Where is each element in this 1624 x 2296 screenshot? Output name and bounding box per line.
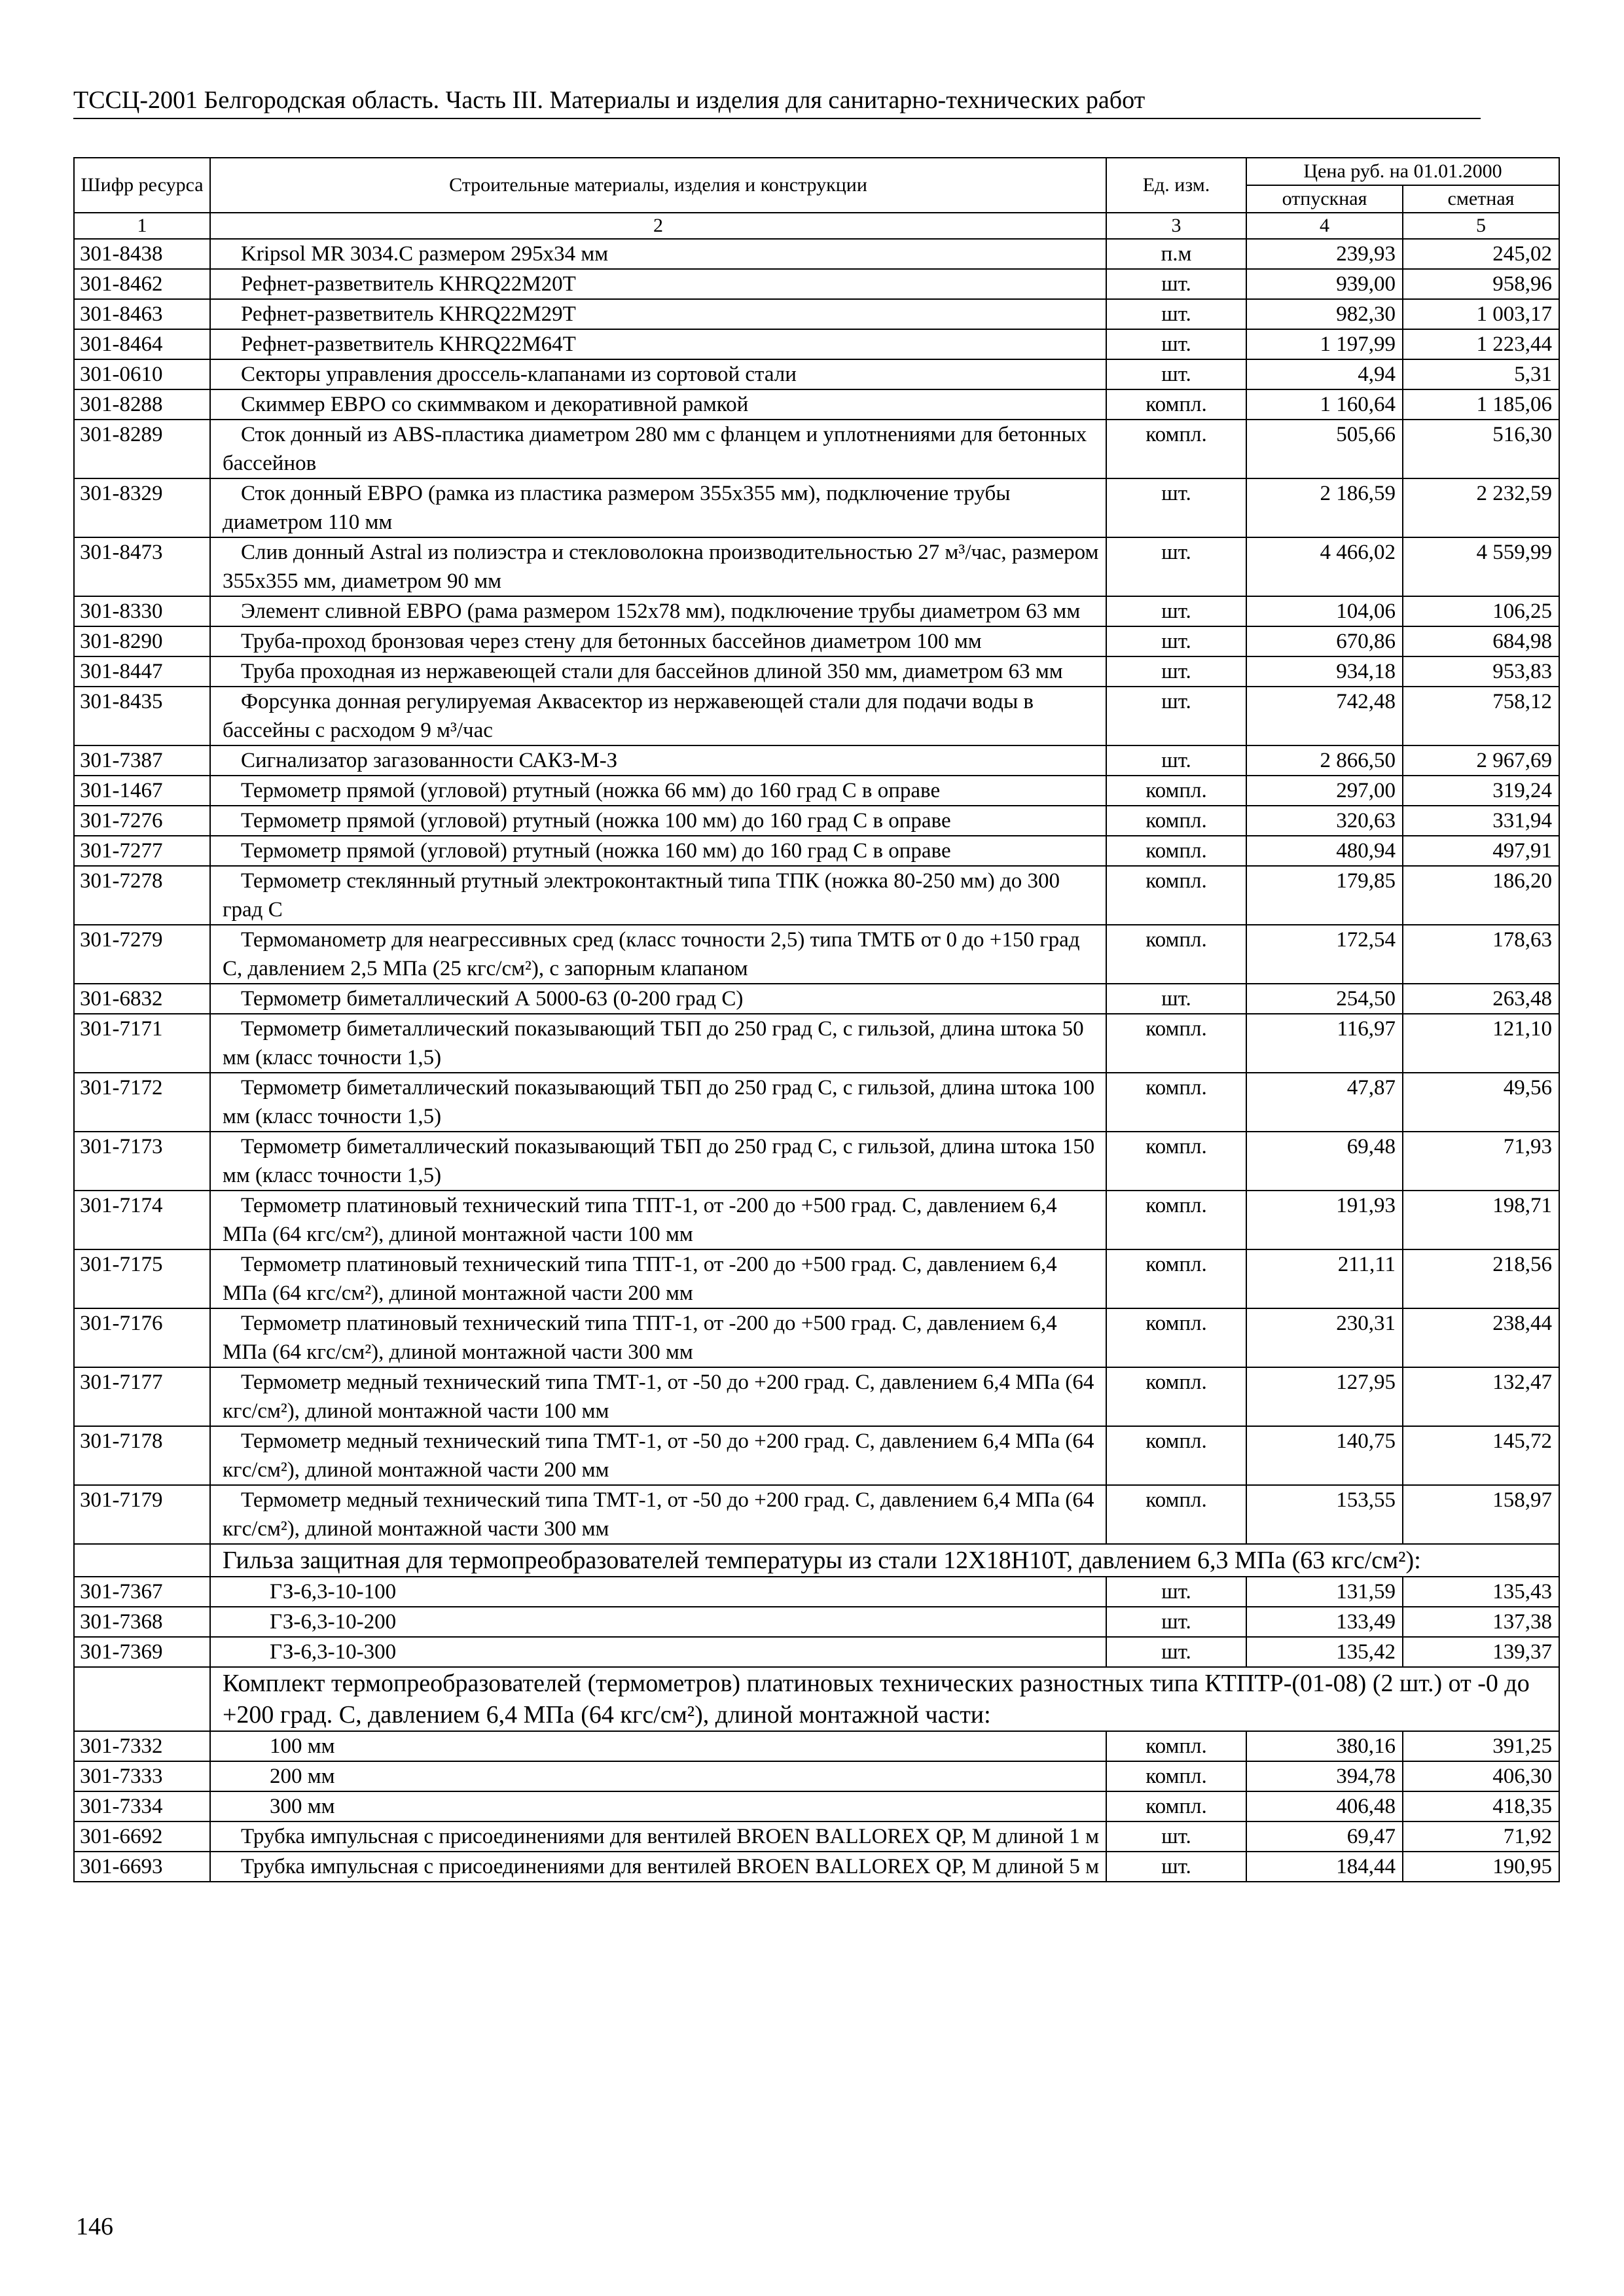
- estimate-price: 145,72: [1403, 1426, 1559, 1485]
- unit-cell: п.м: [1106, 239, 1246, 269]
- resource-code: 301-8462: [74, 269, 210, 299]
- release-price: 135,42: [1246, 1637, 1403, 1667]
- resource-code: 301-6693: [74, 1852, 210, 1882]
- resource-code: 301-7277: [74, 836, 210, 866]
- table-row: [74, 389, 1559, 420]
- table-row: [74, 1249, 1559, 1308]
- item-name-text: Трубка импульсная с присоединениями для вентилей BROEN BALLOREX QP, М длиной 5 м: [241, 1855, 1099, 1878]
- item-name: [210, 1014, 1106, 1073]
- release-price: 1 197,99: [1246, 329, 1403, 359]
- item-name: [210, 420, 1106, 478]
- item-name: [210, 359, 1106, 389]
- item-name-text: Труба-проход бронзовая через стену для бетонных бассейнов диаметром 100 мм: [241, 630, 982, 653]
- resource-code: 301-8329: [74, 478, 210, 537]
- release-price: 184,44: [1246, 1852, 1403, 1882]
- item-name-text: Термометр медный технический типа ТМТ-1, от -50 до +200 град. С, давлением 6,4 МПа (64 кгс/см²), длиной монтажной части 200 мм: [223, 1429, 1094, 1482]
- resource-code: 301-8290: [74, 626, 210, 656]
- unit-cell: компл.: [1106, 1731, 1246, 1761]
- estimate-price: 5,31: [1403, 359, 1559, 389]
- unit-cell: шт.: [1106, 1577, 1246, 1607]
- table-row: [74, 478, 1559, 537]
- table-row: [74, 1731, 1559, 1761]
- estimate-price: 137,38: [1403, 1607, 1559, 1637]
- table-row: [74, 806, 1559, 836]
- resource-code: 301-8463: [74, 299, 210, 329]
- release-price: 742,48: [1246, 687, 1403, 745]
- release-price: 172,54: [1246, 925, 1403, 984]
- group-code-cell: [74, 1667, 210, 1731]
- estimate-price: 758,12: [1403, 687, 1559, 745]
- estimate-price: 49,56: [1403, 1073, 1559, 1132]
- estimate-price: 186,20: [1403, 866, 1559, 925]
- table-header: [74, 158, 1559, 239]
- estimate-price: 135,43: [1403, 1577, 1559, 1607]
- estimate-price: 106,25: [1403, 596, 1559, 626]
- unit-cell: шт.: [1106, 329, 1246, 359]
- item-name: [210, 478, 1106, 537]
- group-title: Комплект термопреобразователей (термометров) платиновых технических разностных типа КТПТР-(01-08) (2 шт.) от -0 до +200 град. С, давлением 6,4 МПа (64 кгс/см²), длиной монтажной части:: [210, 1667, 1559, 1731]
- release-price: 380,16: [1246, 1731, 1403, 1761]
- item-name: [210, 1249, 1106, 1308]
- unit-cell: компл.: [1106, 1308, 1246, 1367]
- resource-code: 301-8473: [74, 537, 210, 596]
- resource-code: 301-7368: [74, 1607, 210, 1637]
- column-number: 4: [1246, 213, 1403, 239]
- resource-code: 301-6832: [74, 984, 210, 1014]
- column-number: 2: [210, 213, 1106, 239]
- release-price: 2 186,59: [1246, 478, 1403, 537]
- header-price: Цена руб. на 01.01.2000: [1246, 158, 1559, 185]
- estimate-price: 132,47: [1403, 1367, 1559, 1426]
- unit-cell: шт.: [1106, 1637, 1246, 1667]
- unit-cell: шт.: [1106, 478, 1246, 537]
- table-row: [74, 626, 1559, 656]
- resource-code: 301-7334: [74, 1791, 210, 1821]
- item-name: ГЗ-6,3-10-100: [210, 1577, 1106, 1607]
- release-price: 505,66: [1246, 420, 1403, 478]
- table-row: [74, 1821, 1559, 1852]
- item-name-text: Термометр платиновый технический типа ТПТ-1, от -200 до +500 град. С, давлением 6,4 МПа (64 кгс/см²), длиной монтажной части 100 мм: [223, 1194, 1057, 1246]
- unit-cell: шт.: [1106, 626, 1246, 656]
- group-title: Гильза защитная для термопреобразователей температуры из стали 12Х18Н10Т, давлением 6,3 МПа (63 кгс/см²):: [210, 1544, 1559, 1577]
- item-name-text: Термометр биметаллический показывающий ТБП до 250 град С, с гильзой, длина штока 150 мм (класс точности 1,5): [223, 1135, 1095, 1187]
- release-price: 131,59: [1246, 1577, 1403, 1607]
- resource-code: 301-1467: [74, 776, 210, 806]
- column-number: 1: [74, 213, 210, 239]
- item-name-text: Сток донный из ABS-пластика диаметром 280 мм с фланцем и уплотнениями для бетонных бассейнов: [223, 423, 1087, 475]
- estimate-price: 1 185,06: [1403, 389, 1559, 420]
- item-name: [210, 1073, 1106, 1132]
- resource-code: 301-7179: [74, 1485, 210, 1544]
- estimate-price: 238,44: [1403, 1308, 1559, 1367]
- page-number: 146: [76, 2213, 113, 2240]
- table-row: [74, 866, 1559, 925]
- item-name-text: Рефнет-разветвитель KHRQ22M20T: [241, 272, 576, 296]
- resource-code: 301-7174: [74, 1191, 210, 1249]
- header-unit: Ед. изм.: [1106, 158, 1246, 213]
- resource-code: 301-7279: [74, 925, 210, 984]
- unit-cell: компл.: [1106, 925, 1246, 984]
- item-name-text: Термометр биметаллический показывающий ТБП до 250 град С, с гильзой, длина штока 50 мм (класс точности 1,5): [223, 1017, 1084, 1069]
- item-name: [210, 836, 1106, 866]
- resource-code: 301-8288: [74, 389, 210, 420]
- item-name-text: Термоманометр для неагрессивных сред (класс точности 2,5) типа ТМТБ от 0 до +150 град С, давлением 2,5 МПа (25 кгс/см²), с запорным клапаном: [223, 928, 1080, 980]
- table-row: [74, 537, 1559, 596]
- item-name: ГЗ-6,3-10-300: [210, 1637, 1106, 1667]
- item-name: 300 мм: [210, 1791, 1106, 1821]
- unit-cell: компл.: [1106, 1014, 1246, 1073]
- table-row: [74, 1132, 1559, 1191]
- estimate-price: 516,30: [1403, 420, 1559, 478]
- estimate-price: 2 967,69: [1403, 745, 1559, 776]
- release-price: 254,50: [1246, 984, 1403, 1014]
- item-name: [210, 1191, 1106, 1249]
- release-price: 939,00: [1246, 269, 1403, 299]
- item-name: [210, 537, 1106, 596]
- table-row: [74, 925, 1559, 984]
- table-row: [74, 984, 1559, 1014]
- item-name: 200 мм: [210, 1761, 1106, 1791]
- estimate-price: 953,83: [1403, 656, 1559, 687]
- resource-code: 301-7333: [74, 1761, 210, 1791]
- resource-code: 301-7172: [74, 1073, 210, 1132]
- item-name: [210, 1821, 1106, 1852]
- resource-code: 301-7278: [74, 866, 210, 925]
- unit-cell: компл.: [1106, 1761, 1246, 1791]
- item-name-text: Слив донный Astral из полиэстра и стекловолокна производительностью 27 м³/час, размером 355х355 мм, диаметром 90 мм: [223, 541, 1099, 593]
- item-name-text: Термометр прямой (угловой) ртутный (ножка 100 мм) до 160 град С в оправе: [241, 809, 951, 833]
- release-price: 4,94: [1246, 359, 1403, 389]
- resource-code: 301-7332: [74, 1731, 210, 1761]
- item-name-text: Сигнализатор загазованности САКЗ-М-З: [241, 749, 618, 772]
- item-name-text: Термометр прямой (угловой) ртутный (ножка 160 мм) до 160 град С в оправе: [241, 839, 951, 863]
- item-name-text: Скиммер ЕВРО со скиммваком и декоративной рамкой: [241, 393, 749, 416]
- item-name: [210, 984, 1106, 1014]
- release-price: 47,87: [1246, 1073, 1403, 1132]
- table-row: [74, 596, 1559, 626]
- release-price: 982,30: [1246, 299, 1403, 329]
- estimate-price: 418,35: [1403, 1791, 1559, 1821]
- group-code-cell: [74, 1544, 210, 1577]
- unit-cell: шт.: [1106, 596, 1246, 626]
- item-name-text: Форсунка донная регулируемая Аквасектор из нержавеющей стали для подачи воды в бассейны с расходом 9 м³/час: [223, 690, 1034, 742]
- unit-cell: компл.: [1106, 1191, 1246, 1249]
- header-release-price: отпускная: [1246, 185, 1403, 213]
- unit-cell: шт.: [1106, 299, 1246, 329]
- item-name: [210, 1485, 1106, 1544]
- table-row: [74, 1367, 1559, 1426]
- estimate-price: 71,92: [1403, 1821, 1559, 1852]
- release-price: 153,55: [1246, 1485, 1403, 1544]
- table-row: [74, 1191, 1559, 1249]
- estimate-price: 4 559,99: [1403, 537, 1559, 596]
- item-name: [210, 329, 1106, 359]
- release-price: 670,86: [1246, 626, 1403, 656]
- release-price: 179,85: [1246, 866, 1403, 925]
- table-row: [74, 1426, 1559, 1485]
- release-price: 191,93: [1246, 1191, 1403, 1249]
- unit-cell: компл.: [1106, 1426, 1246, 1485]
- estimate-price: 121,10: [1403, 1014, 1559, 1073]
- table-row: [74, 656, 1559, 687]
- table-row: [74, 1637, 1559, 1667]
- item-name: [210, 1132, 1106, 1191]
- price-table-container: [73, 157, 1553, 1882]
- unit-cell: шт.: [1106, 1607, 1246, 1637]
- header-code: Шифр ресурса: [74, 158, 210, 213]
- table-row: [74, 1485, 1559, 1544]
- estimate-price: 178,63: [1403, 925, 1559, 984]
- unit-cell: компл.: [1106, 1073, 1246, 1132]
- unit-cell: компл.: [1106, 1132, 1246, 1191]
- resource-code: 301-8330: [74, 596, 210, 626]
- release-price: 394,78: [1246, 1761, 1403, 1791]
- resource-code: 301-6692: [74, 1821, 210, 1852]
- unit-cell: компл.: [1106, 1367, 1246, 1426]
- table-row: [74, 1073, 1559, 1132]
- estimate-price: 1 003,17: [1403, 299, 1559, 329]
- table-row: [74, 776, 1559, 806]
- item-name-text: Рефнет-разветвитель KHRQ22M29T: [241, 302, 576, 326]
- table-row: [74, 1852, 1559, 1882]
- resource-code: 301-0610: [74, 359, 210, 389]
- item-name-text: Секторы управления дроссель-клапанами из сортовой стали: [241, 363, 797, 386]
- item-name-text: Термометр медный технический типа ТМТ-1, от -50 до +200 град. С, давлением 6,4 МПа (64 кгс/см²), длиной монтажной части 100 мм: [223, 1371, 1094, 1423]
- column-number: 5: [1403, 213, 1559, 239]
- item-name: [210, 687, 1106, 745]
- item-name-text: Элемент сливной ЕВРО (рама размером 152х78 мм), подключение трубы диаметром 63 мм: [241, 600, 1081, 623]
- table-row: [74, 1761, 1559, 1791]
- table-row: [74, 269, 1559, 299]
- item-name-text: Рефнет-разветвитель KHRQ22M64T: [241, 332, 576, 356]
- item-name-text: Термометр биметаллический показывающий ТБП до 250 град С, с гильзой, длина штока 100 мм (класс точности 1,5): [223, 1076, 1095, 1128]
- resource-code: 301-7176: [74, 1308, 210, 1367]
- unit-cell: шт.: [1106, 269, 1246, 299]
- table-row: [74, 239, 1559, 269]
- item-name: [210, 1852, 1106, 1882]
- item-name: [210, 656, 1106, 687]
- release-price: 69,47: [1246, 1821, 1403, 1852]
- item-name-text: Сток донный ЕВРО (рамка из пластика размером 355х355 мм), подключение трубы диаметром 110 мм: [223, 482, 1011, 534]
- estimate-price: 139,37: [1403, 1637, 1559, 1667]
- release-price: 127,95: [1246, 1367, 1403, 1426]
- table-row: [74, 745, 1559, 776]
- unit-cell: компл.: [1106, 1791, 1246, 1821]
- estimate-price: 1 223,44: [1403, 329, 1559, 359]
- resource-code: 301-8435: [74, 687, 210, 745]
- estimate-price: 245,02: [1403, 239, 1559, 269]
- table-row: [74, 1607, 1559, 1637]
- estimate-price: 263,48: [1403, 984, 1559, 1014]
- estimate-price: 319,24: [1403, 776, 1559, 806]
- table-row: [74, 1791, 1559, 1821]
- item-name-text: Термометр платиновый технический типа ТПТ-1, от -200 до +500 град. С, давлением 6,4 МПа (64 кгс/см²), длиной монтажной части 300 мм: [223, 1312, 1057, 1364]
- estimate-price: 158,97: [1403, 1485, 1559, 1544]
- resource-code: 301-7369: [74, 1637, 210, 1667]
- unit-cell: шт.: [1106, 1852, 1246, 1882]
- item-name: [210, 806, 1106, 836]
- release-price: 406,48: [1246, 1791, 1403, 1821]
- unit-cell: шт.: [1106, 656, 1246, 687]
- item-name: [210, 299, 1106, 329]
- estimate-price: 497,91: [1403, 836, 1559, 866]
- release-price: 1 160,64: [1246, 389, 1403, 420]
- unit-cell: компл.: [1106, 776, 1246, 806]
- estimate-price: 684,98: [1403, 626, 1559, 656]
- release-price: 320,63: [1246, 806, 1403, 836]
- item-name: [210, 269, 1106, 299]
- resource-code: 301-7171: [74, 1014, 210, 1073]
- column-number: 3: [1106, 213, 1246, 239]
- release-price: 140,75: [1246, 1426, 1403, 1485]
- estimate-price: 218,56: [1403, 1249, 1559, 1308]
- resource-code: 301-8447: [74, 656, 210, 687]
- item-name-text: Термометр стеклянный ртутный электроконтактный типа ТПК (ножка 80-250 мм) до 300 град С: [223, 869, 1060, 922]
- release-price: 116,97: [1246, 1014, 1403, 1073]
- item-name: 100 мм: [210, 1731, 1106, 1761]
- item-name-text: Kripsol MR 3034.C размером 295х34 мм: [241, 242, 609, 266]
- release-price: 211,11: [1246, 1249, 1403, 1308]
- estimate-price: 190,95: [1403, 1852, 1559, 1882]
- table-row: [74, 329, 1559, 359]
- item-name-text: Термометр платиновый технический типа ТПТ-1, от -200 до +500 град. С, давлением 6,4 МПа (64 кгс/см²), длиной монтажной части 200 мм: [223, 1253, 1057, 1305]
- item-name: [210, 776, 1106, 806]
- estimate-price: 71,93: [1403, 1132, 1559, 1191]
- item-name: [210, 925, 1106, 984]
- item-name: [210, 389, 1106, 420]
- resource-code: 301-8464: [74, 329, 210, 359]
- item-name-text: Трубка импульсная с присоединениями для вентилей BROEN BALLOREX QP, М длиной 1 м: [241, 1825, 1099, 1848]
- release-price: 239,93: [1246, 239, 1403, 269]
- group-header-row: [74, 1544, 1559, 1577]
- item-name-text: Термометр прямой (угловой) ртутный (ножка 66 мм) до 160 град С в оправе: [241, 779, 941, 802]
- item-name: [210, 596, 1106, 626]
- table-body: [74, 239, 1559, 1882]
- unit-cell: шт.: [1106, 1821, 1246, 1852]
- resource-code: 301-7177: [74, 1367, 210, 1426]
- table-row: [74, 299, 1559, 329]
- resource-code: 301-7178: [74, 1426, 210, 1485]
- table-row: [74, 359, 1559, 389]
- estimate-price: 958,96: [1403, 269, 1559, 299]
- item-name: [210, 745, 1106, 776]
- resource-code: 301-8289: [74, 420, 210, 478]
- resource-code: 301-7173: [74, 1132, 210, 1191]
- unit-cell: компл.: [1106, 806, 1246, 836]
- unit-cell: шт.: [1106, 745, 1246, 776]
- unit-cell: компл.: [1106, 1485, 1246, 1544]
- release-price: 230,31: [1246, 1308, 1403, 1367]
- unit-cell: компл.: [1106, 836, 1246, 866]
- release-price: 480,94: [1246, 836, 1403, 866]
- table-row: [74, 836, 1559, 866]
- unit-cell: шт.: [1106, 687, 1246, 745]
- estimate-price: 2 232,59: [1403, 478, 1559, 537]
- table-row: [74, 687, 1559, 745]
- unit-cell: компл.: [1106, 420, 1246, 478]
- item-name: ГЗ-6,3-10-200: [210, 1607, 1106, 1637]
- unit-cell: компл.: [1106, 866, 1246, 925]
- item-name-text: Термометр медный технический типа ТМТ-1, от -50 до +200 град. С, давлением 6,4 МПа (64 кгс/см²), длиной монтажной части 300 мм: [223, 1488, 1094, 1541]
- release-price: 69,48: [1246, 1132, 1403, 1191]
- item-name: [210, 626, 1106, 656]
- group-header-row: [74, 1667, 1559, 1731]
- item-name: [210, 1308, 1106, 1367]
- table-row: [74, 1577, 1559, 1607]
- estimate-price: 331,94: [1403, 806, 1559, 836]
- item-name: [210, 239, 1106, 269]
- unit-cell: шт.: [1106, 537, 1246, 596]
- table-row: [74, 1014, 1559, 1073]
- header-name: Строительные материалы, изделия и конструкции: [210, 158, 1106, 213]
- resource-code: 301-7367: [74, 1577, 210, 1607]
- release-price: 4 466,02: [1246, 537, 1403, 596]
- item-name-text: Труба проходная из нержавеющей стали для бассейнов длиной 350 мм, диаметром 63 мм: [241, 660, 1063, 683]
- release-price: 104,06: [1246, 596, 1403, 626]
- resource-code: 301-7387: [74, 745, 210, 776]
- item-name-text: Термометр биметаллический А 5000-63 (0-200 град С): [241, 987, 744, 1011]
- price-table: [73, 157, 1560, 1882]
- item-name: [210, 1367, 1106, 1426]
- release-price: 297,00: [1246, 776, 1403, 806]
- estimate-price: 391,25: [1403, 1731, 1559, 1761]
- release-price: 2 866,50: [1246, 745, 1403, 776]
- release-price: 133,49: [1246, 1607, 1403, 1637]
- resource-code: 301-7175: [74, 1249, 210, 1308]
- header-estimate-price: сметная: [1403, 185, 1559, 213]
- page-header: [73, 84, 1481, 119]
- document-title: ТССЦ-2001 Белгородская область. Часть III. Материалы и изделия для санитарно-технических работ: [73, 86, 1146, 114]
- resource-code: 301-7276: [74, 806, 210, 836]
- release-price: 934,18: [1246, 656, 1403, 687]
- unit-cell: шт.: [1106, 984, 1246, 1014]
- item-name: [210, 1426, 1106, 1485]
- unit-cell: шт.: [1106, 359, 1246, 389]
- item-name: [210, 866, 1106, 925]
- table-row: [74, 1308, 1559, 1367]
- estimate-price: 198,71: [1403, 1191, 1559, 1249]
- resource-code: 301-8438: [74, 239, 210, 269]
- table-row: [74, 420, 1559, 478]
- unit-cell: компл.: [1106, 1249, 1246, 1308]
- unit-cell: компл.: [1106, 389, 1246, 420]
- estimate-price: 406,30: [1403, 1761, 1559, 1791]
